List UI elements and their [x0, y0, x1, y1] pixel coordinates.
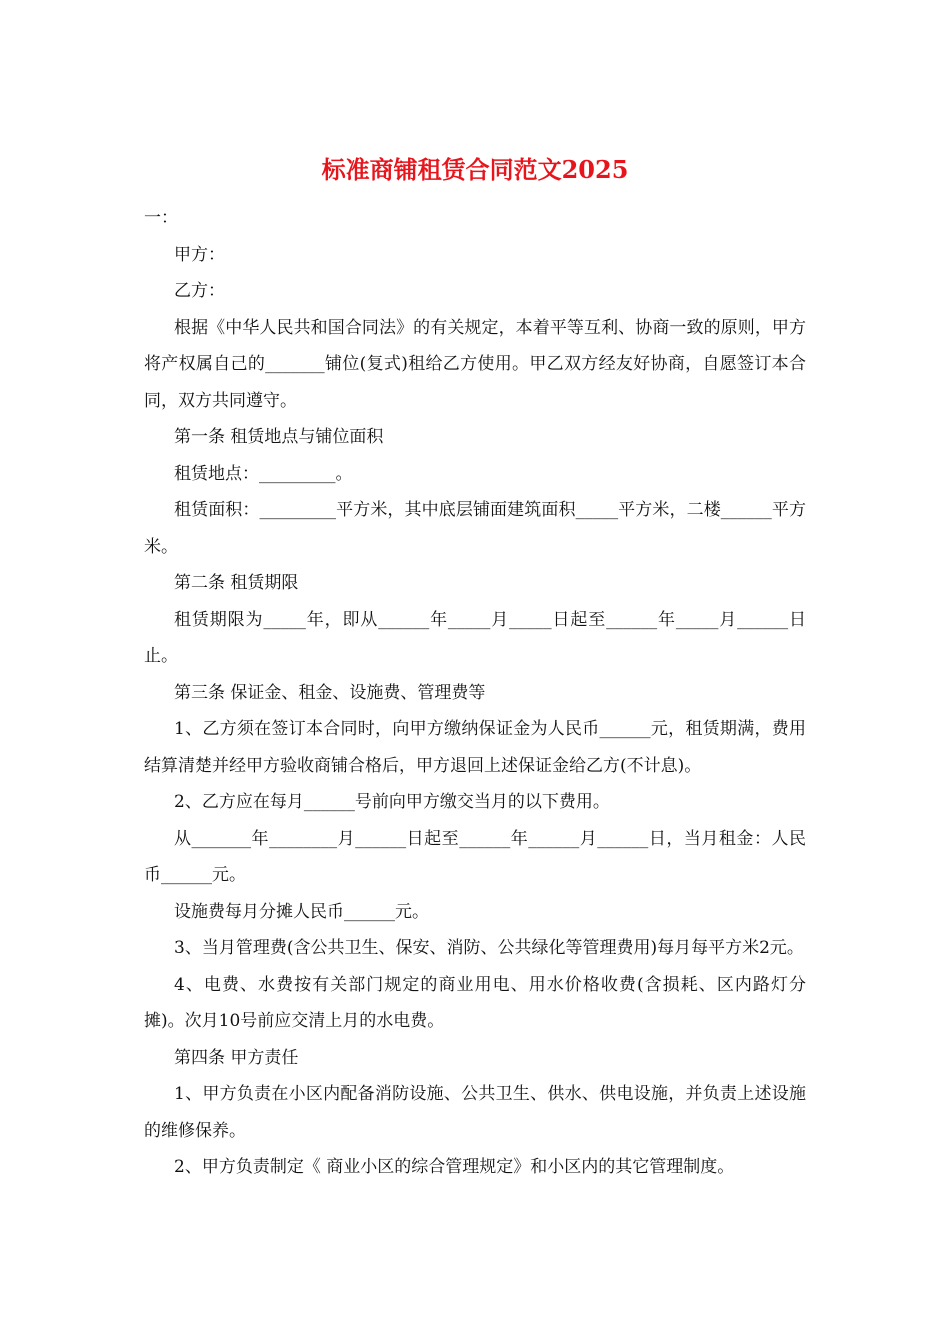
- facility-fee-line: 设施费每月分摊人民币______元。: [174, 901, 429, 922]
- management-fee-clause: 3、当月管理费(含公共卫生、保安、消防、公共绿化等管理费用)每月每平方米2元。: [174, 938, 804, 958]
- party-b-line: 乙方：: [174, 281, 225, 301]
- party-a-line: 甲方：: [174, 244, 225, 265]
- utilities-clause: 4、电费、水费按有关部门规定的商业用电、用水价格收费(含损耗、区内路灯分摊)。次月10号前应交清上月的水电费。: [144, 974, 806, 1031]
- party-a-duty-1: 1、甲方负责在小区内配备消防设施、公共卫生、供水、供电设施，并负责上述设施的维修保养。: [144, 1084, 806, 1141]
- article-4-heading: 第四条 甲方责任: [174, 1047, 299, 1068]
- preamble-paragraph: 根据《中华人民共和国合同法》的有关规定，本着平等互利、协商一致的原则，甲方将产权属自己的_______铺位(复式)租给乙方使用。甲乙双方经友好协商，自愿签订本合同，双方共同遵守。: [144, 317, 806, 411]
- party-a-duty-2: 2、甲方负责制定《 商业小区的综合管理规定》和小区内的其它管理制度。: [174, 1157, 735, 1177]
- section-heading: 一：: [144, 208, 178, 228]
- article-1-heading: 第一条 租赁地点与铺位面积: [174, 427, 384, 447]
- article-2-heading: 第二条 租赁期限: [174, 573, 299, 593]
- monthly-payment-clause: 2、乙方应在每月______号前向甲方缴交当月的以下费用。: [174, 792, 610, 812]
- lease-location-line: 租赁地点：_________。: [174, 463, 353, 484]
- document-body: [144, 200, 806, 1186]
- deposit-clause: 1、乙方须在签订本合同时，向甲方缴纳保证金为人民币______元，租赁期满，费用结算清楚并经甲方验收商铺合格后，甲方退回上述保证金给乙方(不计息)。: [144, 719, 806, 776]
- rent-period-line: 从_______年________月______日起至______年______月______日，当月租金：人民币______元。: [144, 828, 806, 885]
- document-title: 标准商铺租赁合同范文2025: [321, 155, 629, 184]
- article-3-heading: 第三条 保证金、租金、设施费、管理费等: [174, 682, 486, 703]
- lease-term-line: 租赁期限为_____年，即从______年_____月_____日起至______年_____月______日止。: [144, 609, 806, 666]
- lease-area-line: 租赁面积：_________平方米，其中底层铺面建筑面积_____平方米，二楼______平方米。: [144, 500, 806, 557]
